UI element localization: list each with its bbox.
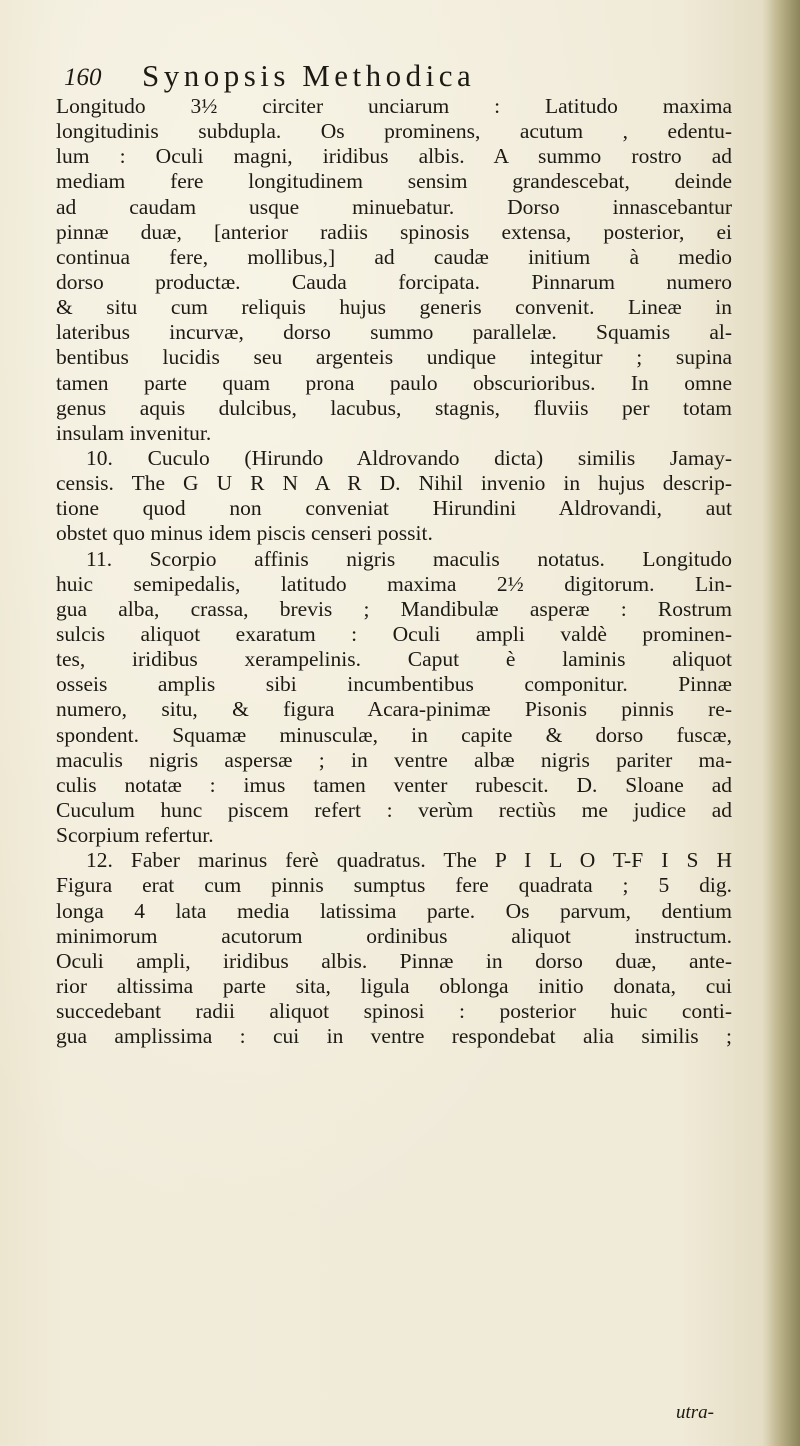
text-line: culis notatæ : imus tamen venter rubescit. D. Sloane ad	[56, 772, 732, 797]
text-line: lum : Oculi magni, iridibus albis. A summo rostro ad	[56, 144, 732, 169]
text-line: Figura erat cum pinnis sumptus fere quadrata ; 5 dig.	[56, 873, 732, 898]
text-line: genus aquis dulcibus, lacubus, stagnis, fluviis per totam	[56, 395, 732, 420]
text-line: spondent. Squamæ minusculæ, in capite & dorso fuscæ,	[56, 722, 732, 747]
text-line: obstet quo minus idem piscis censeri possit.	[56, 521, 433, 546]
text-line: tamen parte quam prona paulo obscurioribus. In omne	[56, 370, 732, 395]
text-line: bentibus lucidis seu argenteis undique integitur ; supina	[56, 345, 732, 370]
text-line: Longitudo 3½ circiter unciarum : Latitudo maxima	[56, 94, 732, 118]
running-title: Synopsis Methodica	[142, 58, 476, 93]
text-line: insulam invenitur.	[56, 420, 212, 445]
text-line: lateribus incurvæ, dorso summo parallelæ. Squamis al-	[56, 320, 732, 345]
text-line: longitudinis subdupla. Os prominens, acutum , edentu-	[56, 119, 732, 144]
section-start-11: 11. Scorpio affinis nigris maculis notatus. Longitudo	[86, 546, 732, 571]
text-line: sulcis aliquot exaratum : Oculi ampli valdè prominen-	[56, 621, 732, 646]
text-line: minimorum acutorum ordinibus aliquot instructum.	[56, 923, 732, 948]
text-line: dorso productæ. Cauda forcipata. Pinnarum numero	[56, 269, 732, 294]
text-line: gua amplissima : cui in ventre respondebat alia similis ;	[56, 1024, 732, 1049]
text-line: pinnæ duæ, [anterior radiis spinosis extensa, posterior, ei	[56, 219, 732, 244]
text-line: longa 4 lata media latissima parte. Os parvum, dentium	[56, 898, 732, 923]
text-line: huic semipedalis, latitudo maxima 2½ digitorum. Lin-	[56, 571, 732, 596]
text-line: tes, iridibus xerampelinis. Caput è laminis aliquot	[56, 647, 732, 672]
text-line: censis. The G U R N A R D. Nihil invenio in hujus descrip-	[56, 471, 732, 496]
page-edge-shadow	[762, 0, 800, 1446]
text-line: Oculi ampli, iridibus albis. Pinnæ in dorso duæ, ante-	[56, 948, 732, 973]
catchword: utra-	[676, 1402, 714, 1423]
text-line: Scorpium refertur.	[56, 823, 214, 848]
text-line: gua alba, crassa, brevis ; Mandibulæ asperæ : Rostrum	[56, 596, 732, 621]
section-start-12: 12. Faber marinus ferè quadratus. The P I L O T-F I S H	[86, 848, 732, 873]
page-header	[64, 58, 724, 94]
text-line: continua fere, mollibus,] ad caudæ initium à medio	[56, 244, 732, 269]
page-number: 160	[64, 64, 102, 91]
body-text	[56, 94, 732, 1049]
text-line: osseis amplis sibi incumbentibus componitur. Pinnæ	[56, 672, 732, 697]
text-line: maculis nigris aspersæ ; in ventre albæ nigris pariter ma-	[56, 747, 732, 772]
section-start-10: 10. Cuculo (Hirundo Aldrovando dicta) similis Jamay-	[86, 445, 732, 470]
text-line: rior altissima parte sita, ligula oblonga initio donata, cui	[56, 973, 732, 998]
text-line: tione quod non conveniat Hirundini Aldrovandi, aut	[56, 496, 732, 521]
text-line: ad caudam usque minuebatur. Dorso innascebantur	[56, 194, 732, 219]
text-line: succedebant radii aliquot spinosi : posterior huic conti-	[56, 999, 732, 1024]
text-line: mediam fere longitudinem sensim grandescebat, deinde	[56, 169, 732, 194]
text-line: numero, situ, & figura Acara-pinimæ Pisonis pinnis re-	[56, 697, 732, 722]
text-line: & situ cum reliquis hujus generis convenit. Lineæ in	[56, 295, 732, 320]
text-line: Cuculum hunc piscem refert : verùm rectiùs me judice ad	[56, 797, 732, 822]
